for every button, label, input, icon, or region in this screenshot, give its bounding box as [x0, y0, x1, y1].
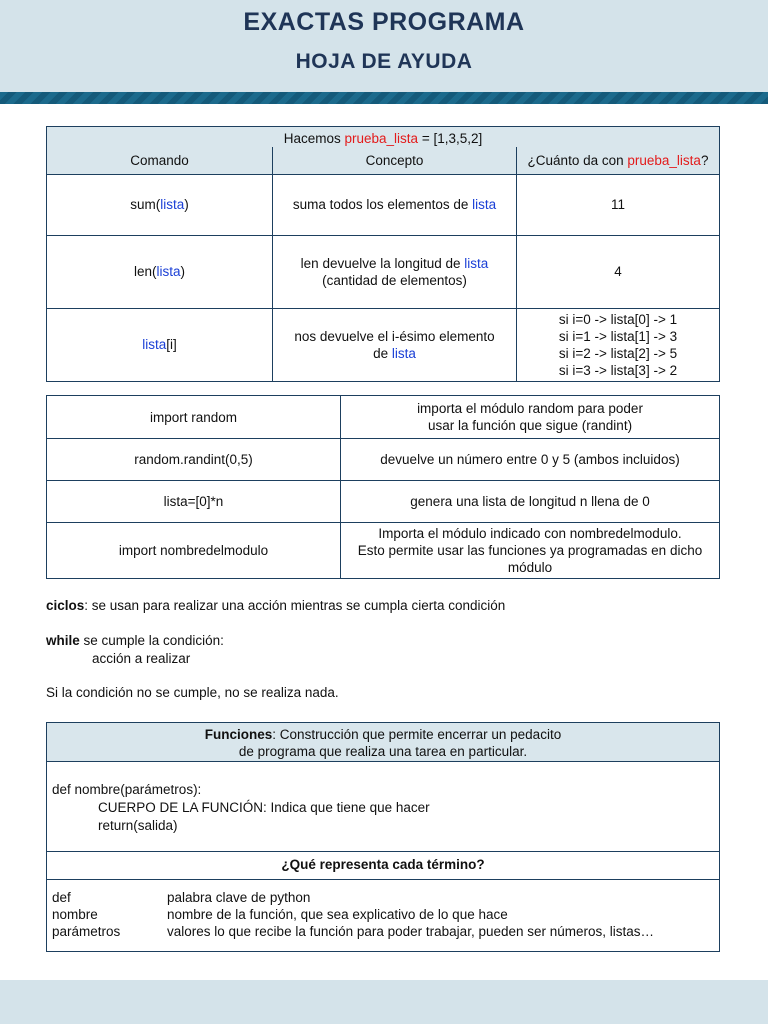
ciclos-definition: ciclos: se usan para realizar una acción mientras se cumpla cierta condición [46, 598, 506, 613]
table-caption: Hacemos prueba_lista = [1,3,5,2] [47, 127, 720, 148]
terms-list [52, 889, 654, 940]
table-row [47, 174, 720, 235]
while-syntax: while se cumple la condición: [46, 633, 224, 648]
list-item: parámetros valores lo que recibe la función para poder trabajar, pueden ser números, listas… [52, 924, 655, 939]
table-row [47, 439, 720, 481]
command-cell: sum(lista) [47, 174, 273, 235]
table-row [47, 308, 720, 381]
terms-subtitle: ¿Qué representa cada término? [47, 851, 719, 880]
result-cell: 11 [517, 174, 720, 235]
page-footer [0, 980, 768, 1024]
result-cell: si i=0 -> lista[0] -> 1 si i=1 -> lista[1] -> 3 si i=2 -> lista[2] -> 5 si i=3 -> lista[3] -> 2 [517, 308, 720, 381]
command-cell: len(lista) [47, 235, 273, 308]
command-cell: random.randint(0,5) [47, 439, 341, 481]
command-cell: import random [47, 396, 341, 439]
command-cell: import nombredelmodulo [47, 523, 341, 579]
list-commands-table [46, 126, 720, 382]
while-else-note: Si la condición no se cumple, no se realiza nada. [46, 685, 339, 700]
table-row [47, 523, 720, 579]
while-action: acción a realizar [92, 651, 191, 666]
list-item: def palabra clave de python [52, 890, 311, 905]
concept-cell: nos devuelve el i-ésimo elemento de lista [273, 308, 517, 381]
description-cell: genera una lista de longitud n llena de 0 [341, 481, 720, 523]
modules-table [46, 395, 720, 579]
functions-box [46, 722, 720, 952]
column-header-command: Comando [47, 147, 273, 174]
description-cell: Importa el módulo indicado con nombredelmodulo. Esto permite usar las funciones ya programadas en dicho módulo [341, 523, 720, 579]
column-header-result: ¿Cuánto da con prueba_lista? [517, 147, 720, 174]
header-band [0, 92, 768, 104]
page-title: EXACTAS PROGRAMA [243, 8, 525, 36]
table-row [47, 481, 720, 523]
functions-header: Funciones: Construcción que permite encerrar un pedacito de programa que realiza una tarea en particular. [47, 723, 719, 762]
concept-cell: len devuelve la longitud de lista (cantidad de elementos) [273, 235, 517, 308]
page-header [0, 0, 768, 92]
page-subtitle: HOJA DE AYUDA [295, 50, 473, 73]
table-row [47, 235, 720, 308]
table-row [47, 396, 720, 439]
command-cell: lista[i] [47, 308, 273, 381]
list-item: nombre nombre de la función, que sea explicativo de lo que hace [52, 907, 508, 922]
column-header-concept: Concepto [273, 147, 517, 174]
function-syntax: def nombre(parámetros): CUERPO DE LA FUNCIÓN: Indica que tiene que hacer return(salida) [52, 782, 430, 833]
description-cell: devuelve un número entre 0 y 5 (ambos incluidos) [341, 439, 720, 481]
command-cell: lista=[0]*n [47, 481, 341, 523]
result-cell: 4 [517, 235, 720, 308]
concept-cell: suma todos los elementos de lista [273, 174, 517, 235]
description-cell: importa el módulo random para poder usar la función que sigue (randint) [341, 396, 720, 439]
